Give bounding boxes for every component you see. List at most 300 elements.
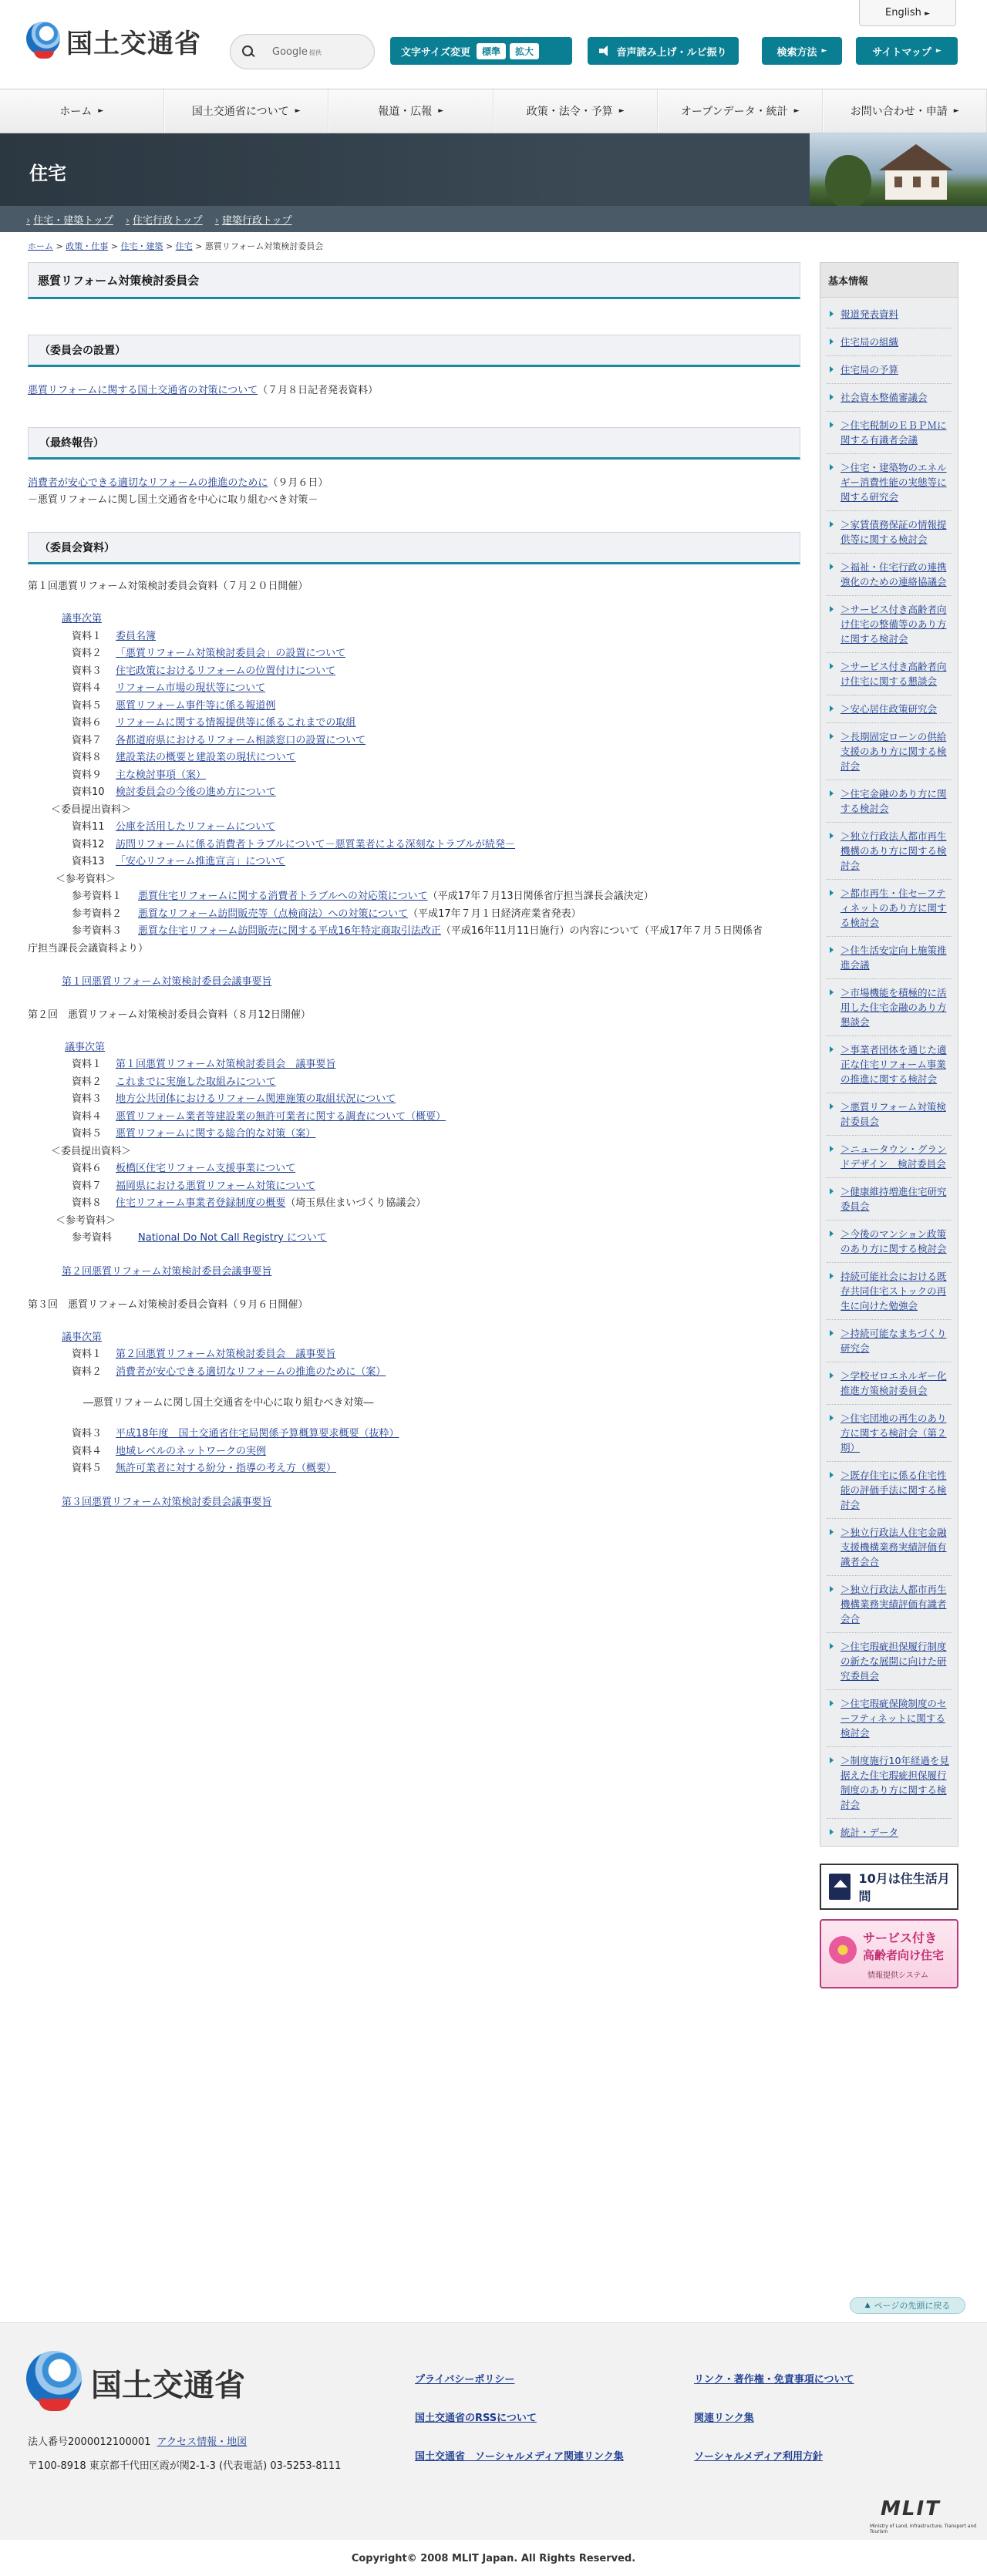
sidebar-item-label: 持続可能社会における既存共同住宅ストックの再生に向けた勉強会 <box>840 1271 947 1312</box>
sidebar-item[interactable] <box>827 1221 952 1263</box>
sidebar-item[interactable] <box>827 723 952 780</box>
fontsize-standard-button[interactable]: 標準 <box>477 43 506 59</box>
meeting2-items2 <box>28 1160 800 1213</box>
sidebar-item-label: ＞住宅団地の再生のあり方に関する検討会（第２期） <box>840 1413 947 1453</box>
group-label <box>51 802 800 820</box>
item-label: 資料３ <box>72 1093 103 1105</box>
item-label: 資料１ <box>72 630 103 642</box>
list-item <box>62 1329 800 1347</box>
footer-address: 〒100-8918 東京都千代田区霞が関2-1-3 (代表電話) 03-5253-8111 <box>28 2460 342 2472</box>
sidebar-item[interactable] <box>827 384 952 412</box>
item-label: 資料２ <box>72 1365 103 1378</box>
sidebar-item[interactable] <box>827 1747 952 1819</box>
item-label: 資料９ <box>72 769 103 781</box>
subnav-building-admin-top[interactable] <box>215 212 292 227</box>
sidebar-item-label: ＞悪質リフォーム対策検討委員会 <box>840 1101 946 1127</box>
list-item <box>72 749 800 767</box>
sidebar-item[interactable] <box>827 412 952 454</box>
sidebar-item-label: 住宅局の組織 <box>840 336 899 348</box>
speaker-icon <box>599 45 610 56</box>
footer-logo[interactable] <box>26 2351 245 2414</box>
header <box>0 0 987 89</box>
sidebar-item-label: ＞サービス付き高齢者向け住宅に関する懇談会 <box>840 661 947 687</box>
item-link[interactable]: 各都道府県におけるリフォーム相談窓口の設置について <box>116 734 366 746</box>
meeting3-title: 第３回 悪質リフォーム対策検討委員会資料（９月６日開催） <box>28 1298 308 1311</box>
sidebar-item-label: ＞長期固定ローンの供給支援のあり方に関する検討会 <box>840 731 947 772</box>
sidebar-item-label: ＞事業者団体を通じた適正な住宅リフォーム事業の推進に関する検討会 <box>840 1044 947 1085</box>
sidebar-item-label: ＞住宅税制のＥＢＰＭに関する有識者会議 <box>840 419 947 446</box>
related-links-link[interactable]: 関連リンク集 <box>694 2413 754 2424</box>
meeting1-list <box>28 611 800 802</box>
meeting1-ref-list <box>28 888 800 941</box>
group-label-text: ＜委員提出資料＞ <box>51 1145 132 1157</box>
back-to-top-label: ページの先頭に戻る <box>874 2301 951 2311</box>
sidebar-item[interactable] <box>827 1462 952 1519</box>
english-label: English <box>884 7 921 19</box>
item-label: 資料８ <box>72 752 103 763</box>
group-label <box>56 1213 800 1231</box>
list-item <box>72 854 800 871</box>
setup-line <box>28 382 800 399</box>
arrow-up-icon: ▲ <box>864 2302 871 2309</box>
list-item <box>72 1364 800 1382</box>
privacy-policy-link[interactable]: プライバシーポリシー <box>415 2374 515 2386</box>
section-heading-setup: （委員会の設置） <box>28 335 800 367</box>
sidebar-item[interactable] <box>827 823 952 880</box>
list-item <box>72 628 800 646</box>
sidebar-item-label: ＞住生活安定向上施策推進会議 <box>840 945 947 971</box>
meeting3-list <box>28 1329 800 1347</box>
sidebar-item[interactable] <box>827 1405 952 1462</box>
final-report-line <box>28 475 800 492</box>
flower-icon <box>829 1936 857 1964</box>
list-item <box>72 715 800 732</box>
gnav-press[interactable] <box>328 89 494 133</box>
chevron-right-icon: › <box>125 214 130 227</box>
list-item <box>72 923 800 941</box>
sidebar-item-label: ＞学校ゼロエネルギー化推進方策検討委員会 <box>840 1370 947 1396</box>
sidebar-item[interactable] <box>827 937 952 979</box>
item-link[interactable]: 検討委員会の今後の進め方について <box>116 786 276 798</box>
list-item <box>72 1056 800 1074</box>
breadcrumb-housing[interactable]: 住宅 <box>175 241 193 251</box>
mlit-logo[interactable] <box>26 22 201 60</box>
list-item <box>72 680 800 698</box>
meeting2-agenda-link[interactable]: 議事次第 <box>65 1041 106 1053</box>
search-placeholder: Google <box>272 45 308 58</box>
list-item <box>72 1460 800 1478</box>
item-label: 資料１ <box>72 1349 103 1360</box>
arrow-right-icon: ► <box>793 107 800 115</box>
list-item <box>72 645 800 663</box>
social-media-links-link[interactable]: 国土交通省 ソーシャルメディア関連リンク集 <box>415 2451 624 2463</box>
item-label: 資料５ <box>72 1128 103 1140</box>
global-nav <box>0 89 987 133</box>
search-provided: 提供 <box>308 49 322 56</box>
item-link[interactable]: 住宅政策におけるリフォームの位置付けについて <box>116 665 336 677</box>
sidebar-item[interactable] <box>827 1036 952 1093</box>
list-item <box>72 1091 800 1109</box>
list-item <box>72 1160 800 1178</box>
item-label: 資料４ <box>72 682 103 694</box>
meeting3-agenda-link[interactable]: 議事次第 <box>62 1331 103 1343</box>
item-link[interactable]: 悪質リフォーム業者等建設業の無許可業者に関する調査について（概要） <box>116 1110 446 1123</box>
sidebar-item-label: ＞住宅瑕疵保険制度のセーフティネットに関する検討会 <box>840 1698 947 1739</box>
arrow-right-icon: ► <box>438 107 444 115</box>
mlit-logo-subtitle: Ministry of Land, Infrastructure, Transport and Tourism <box>870 2524 977 2534</box>
house-icon <box>829 1874 851 1900</box>
meeting2-list <box>28 1039 800 1057</box>
sidebar-item-label: 統計・データ <box>840 1827 899 1838</box>
item-link[interactable]: 「安心リフォーム推進宣言」について <box>116 856 286 867</box>
fontsize-label: 文字サイズ変更 <box>401 46 470 59</box>
meeting2-references <box>28 1213 800 1248</box>
item-label: 資料10 <box>72 786 105 798</box>
breadcrumb-housing-building[interactable]: 住宅・建築 <box>120 241 163 251</box>
sidebar-item[interactable] <box>827 301 952 328</box>
logo-text: 国土交通省 <box>66 28 201 59</box>
item-label: 資料４ <box>72 1110 103 1123</box>
setup-note: （７月８日記者発表資料） <box>258 385 379 396</box>
list-item <box>72 732 800 750</box>
item-label: 参考資料１ <box>72 891 123 902</box>
item-link[interactable]: 消費者が安心できる適切なリフォームの推進のために（案） <box>116 1365 386 1378</box>
social-media-policy-link[interactable]: ソーシャルメディア利用方針 <box>694 2451 824 2463</box>
section-heading-final-report: （最終報告） <box>28 427 800 460</box>
access-link[interactable]: アクセス情報・地図 <box>157 2436 248 2448</box>
item-link[interactable]: 平成18年度 国土交通省住宅局関係予算概算要求概要（抜粋） <box>116 1428 399 1440</box>
list-item <box>72 1426 800 1443</box>
sidebar-item[interactable] <box>827 1263 952 1320</box>
item-label: 参考資料２ <box>72 907 123 920</box>
arrow-right-icon: ► <box>953 107 959 115</box>
item-note: （平成16年11月11日施行）の内容について（平成17年７月５日関係省 <box>440 925 763 937</box>
main-content <box>28 262 800 1511</box>
section-heading-materials: （委員会資料） <box>28 532 800 564</box>
corp-no-text: 法人番号2000012100001 <box>28 2436 151 2448</box>
banner1-text: 10月は住生活月間 <box>858 1871 950 1904</box>
final-report-link[interactable]: 消費者が安心できる適切なリフォームの推進のために <box>28 477 268 489</box>
list-item <box>72 819 800 837</box>
item-link[interactable]: 第２回悪質リフォーム対策検討委員会 議事要旨 <box>116 1349 336 1360</box>
meeting3-minutes-line <box>28 1494 800 1511</box>
chevron-right-icon: › <box>26 214 31 227</box>
gnav-label: お問い合わせ・申請 <box>850 106 948 118</box>
sidebar-item-label: ＞制度施行10年経過を見据えた住宅瑕疵担保履行制度のあり方に関する検討会 <box>840 1755 949 1810</box>
item-link[interactable]: 悪質なリフォーム訪問販売等（点検商法）への対策について <box>138 907 409 920</box>
item-link[interactable]: 悪質リフォーム事件等に係る報道例 <box>116 699 276 712</box>
list-item <box>72 1346 800 1364</box>
item-label: 参考資料 <box>72 1232 113 1244</box>
gnav-contact[interactable] <box>823 89 987 133</box>
gnav-label: 国土交通省について <box>191 106 289 118</box>
item-link[interactable]: リフォームに関する情報提供等に係るこれまでの取組 <box>116 717 356 729</box>
arrow-right-icon: ► <box>295 107 301 115</box>
gnav-label: ホーム <box>59 106 93 118</box>
list-item <box>62 611 800 628</box>
item-note: （平成17年７月13日関係省庁担当課長会議決定） <box>427 891 654 902</box>
copyright-link[interactable]: リンク・著作権・免責事項について <box>694 2374 854 2386</box>
sidebar-item-label: ＞独立行政法人住宅金融支援機構業務実績評価有識者会合 <box>840 1527 947 1567</box>
sidebar-item-label: ＞都市再生・住セーフティネットのあり方に関する検討会 <box>840 887 947 928</box>
sidebar <box>820 262 958 1988</box>
sidebar-item[interactable] <box>827 979 952 1036</box>
list-item <box>72 837 800 854</box>
sidebar-item-label: ＞既存住宅に係る住宅性能の評価手法に関する検討会 <box>840 1470 947 1510</box>
footer-logo-text: 国土交通省 <box>91 2366 245 2403</box>
search-icon <box>241 45 255 59</box>
item-link[interactable]: 悪質リフォームに関する総合的な対策（案） <box>116 1128 316 1140</box>
meeting3-sub: ―悪質リフォームに関し国土交通省を中心に取り組むべき対策― <box>83 1397 374 1409</box>
item-link[interactable]: これまでに実施した取組みについて <box>116 1076 276 1088</box>
item-label: 資料８ <box>72 1197 103 1209</box>
sidebar-item[interactable] <box>827 356 952 384</box>
item-label: 資料３ <box>72 1428 103 1440</box>
sidebar-item-label: ＞住宅・建築物のエネルギー消費性能の実態等に関する研究会 <box>840 462 947 503</box>
sidebar-item-label: ＞持続可能なまちづくり研究会 <box>840 1328 947 1354</box>
group-label-text: ＜参考資料＞ <box>56 873 116 885</box>
sidebar-item-label: ＞独立行政法人都市再生機構業務実績評価有識者会合 <box>840 1584 947 1625</box>
gnav-label: オープンデータ・統計 <box>680 106 788 118</box>
arrow-right-icon: ► <box>925 10 930 18</box>
group-label <box>56 871 800 889</box>
item-note: （平成17年７月１日経済産業省発表） <box>408 907 581 920</box>
meeting1-agenda-link[interactable]: 議事次第 <box>62 613 103 625</box>
item-link[interactable]: 「悪質リフォーム対策検討委員会」の設置について <box>116 648 346 659</box>
section-banner <box>0 133 987 206</box>
final-report-note: （９月６日） <box>268 477 328 489</box>
back-to-top-button[interactable] <box>850 2297 965 2314</box>
corporate-number <box>28 2433 247 2448</box>
group-label-text: ＜参考資料＞ <box>56 1214 116 1227</box>
meeting2-member-materials <box>28 1143 800 1161</box>
footer <box>0 2322 987 2576</box>
search-method-label: 検索方法 <box>776 46 817 59</box>
meeting1-minutes-link[interactable]: 第１回悪質リフォーム対策検討委員会議事要旨 <box>62 975 272 988</box>
sidebar-item[interactable] <box>827 454 952 511</box>
item-link[interactable]: 悪質住宅リフォームに関する消費者トラブルへの対応策について <box>138 891 428 902</box>
item-label: 資料６ <box>72 1163 103 1174</box>
group-label <box>51 1143 800 1161</box>
sitemap-button[interactable] <box>856 37 958 65</box>
item-label: 資料４ <box>72 1445 103 1457</box>
sidebar-item-label: 住宅局の予算 <box>840 364 899 375</box>
list-item <box>72 1126 800 1143</box>
arrow-right-icon: ► <box>98 107 104 115</box>
sidebar-item[interactable] <box>827 1690 952 1747</box>
search-box[interactable] <box>230 34 375 69</box>
meeting1-references <box>28 871 800 889</box>
meeting1-title: 第１回悪質リフォーム対策検討委員会資料（７月２０日開催） <box>28 581 308 592</box>
item-label: 資料１ <box>72 1059 103 1070</box>
sidebar-item[interactable] <box>827 596 952 653</box>
voice-label: 音声読み上げ・ルビ振り <box>616 46 727 59</box>
breadcrumb-current: 悪質リフォーム対策検討委員会 <box>204 241 324 251</box>
gnav-label: 報道・広報 <box>378 106 433 118</box>
breadcrumb-home[interactable]: ホーム <box>28 241 53 251</box>
list-item <box>72 1195 800 1213</box>
sidebar-item-label: ＞安心居住政策研究会 <box>840 703 938 715</box>
rss-link[interactable]: 国土交通省のRSSについて <box>415 2413 537 2424</box>
item-label: 資料11 <box>72 821 105 833</box>
sidebar-item-label: ＞サービス付き高齢者向け住宅の整備等のあり方に関する検討会 <box>840 604 947 645</box>
sidebar-item[interactable] <box>827 328 952 356</box>
item-link[interactable]: 福岡県における悪質リフォーム対策について <box>116 1180 316 1192</box>
item-label: 資料３ <box>72 665 103 677</box>
gnav-about[interactable] <box>164 89 329 133</box>
meeting1-minutes-line <box>28 974 800 991</box>
breadcrumb: ホーム > 政策・仕事 > 住宅・建築 > 住宅 > 悪質リフォーム対策検討委員会 <box>28 241 324 251</box>
sidebar-item-label: 社会資本整備審議会 <box>840 392 928 403</box>
arrow-right-icon: ► <box>935 47 942 55</box>
search-input[interactable] <box>272 46 322 58</box>
sidebar-title: 基本情報 <box>820 262 958 298</box>
item-link[interactable]: National Do Not Call Registry について <box>138 1232 327 1244</box>
list-item <box>72 1443 800 1461</box>
item-label: 資料５ <box>72 699 103 712</box>
item-link[interactable]: 地域レベルのネットワークの実例 <box>116 1445 267 1457</box>
item-link[interactable]: 住宅リフォーム事業者登録制度の概要 <box>116 1197 286 1209</box>
setup-link[interactable]: 悪質リフォームに関する国土交通省の対策について <box>28 385 258 396</box>
mlit-logo-icon <box>26 22 60 60</box>
item-note: （埼玉県住まいづくり協議会） <box>285 1197 426 1209</box>
item-link[interactable]: 地方公共団体におけるリフォーム関連施策の取組状況について <box>116 1093 396 1105</box>
gnav-opendata[interactable] <box>658 89 823 133</box>
english-link[interactable] <box>859 0 956 26</box>
meeting2-title: 第２回 悪質リフォーム対策検討委員会資料（８月12日開催） <box>28 1009 311 1021</box>
item-link[interactable]: 第１回悪質リフォーム対策検討委員会 議事要旨 <box>116 1059 336 1070</box>
sidebar-item-label: ＞福祉・住宅行政の連携強化のための連絡協議会 <box>840 561 947 588</box>
item-label: 資料５ <box>72 1463 103 1474</box>
meeting2-minutes-link[interactable]: 第２回悪質リフォーム対策検討委員会議事要旨 <box>62 1265 272 1278</box>
sidebar-item[interactable] <box>827 1633 952 1690</box>
list-item <box>72 698 800 716</box>
item-label: 資料７ <box>72 1180 103 1192</box>
chevron-right-icon: › <box>214 214 219 227</box>
meeting2-minutes-line <box>28 1264 800 1281</box>
item-link[interactable]: 悪質な住宅リフォーム訪問販売に関する平成16年特定商取引法改正 <box>138 925 441 937</box>
meeting3-items2 <box>28 1426 800 1478</box>
sidebar-item-label: ＞独立行政法人都市再生機構のあり方に関する検討会 <box>840 830 947 871</box>
mlit-logo-mark: MLIT <box>881 2497 941 2520</box>
sidebar-item-label: ＞ニュータウン・グランドデザイン 検討委員会 <box>840 1143 947 1170</box>
sidebar-item-label: 報道発表資料 <box>840 308 899 320</box>
list-item <box>56 1230 800 1248</box>
sidebar-item[interactable] <box>827 1819 952 1846</box>
banner2-line1: サービス付き <box>863 1931 938 1945</box>
sidebar-item[interactable] <box>827 1362 952 1405</box>
sidebar-item[interactable] <box>827 554 952 596</box>
meeting3-items <box>28 1346 800 1381</box>
item-link[interactable]: 建設業法の概要と建設業の現状について <box>116 752 296 763</box>
meeting1-ref-cont: 庁担当課長会議資料より） <box>28 942 149 955</box>
fontsize-control <box>390 37 572 65</box>
arrow-right-icon: ► <box>618 107 625 115</box>
sidebar-item[interactable] <box>827 653 952 695</box>
meeting3-minutes-link[interactable]: 第３回悪質リフォーム対策検討委員会議事要旨 <box>62 1496 272 1508</box>
list-item <box>72 663 800 681</box>
house-image <box>810 133 987 206</box>
meeting1-list2 <box>28 819 800 871</box>
sidebar-item[interactable] <box>827 1136 952 1178</box>
sidebar-item[interactable] <box>827 1320 952 1362</box>
elderly-housing-banner[interactable] <box>820 1919 958 1988</box>
item-link[interactable]: 公庫を活用したリフォームについて <box>116 821 276 833</box>
list-item <box>72 784 800 802</box>
item-link[interactable]: 主な検討事項（案） <box>116 769 207 781</box>
voice-reading-button[interactable] <box>588 37 739 65</box>
item-label: 資料６ <box>72 717 103 729</box>
subnav-label: 建築行政トップ <box>221 214 292 227</box>
sidebar-item[interactable] <box>827 695 952 723</box>
mlit-logo-icon <box>26 2351 82 2414</box>
search-method-button[interactable] <box>762 37 842 65</box>
gnav-policy[interactable] <box>494 89 659 133</box>
sidebar-item[interactable] <box>827 880 952 937</box>
list-item <box>72 767 800 785</box>
sidebar-item[interactable] <box>827 1519 952 1576</box>
item-link[interactable]: 訪問リフォームに係る消費者トラブルについて－悪質業者による深刻なトラブルが続発－ <box>116 838 516 850</box>
gnav-home[interactable] <box>0 89 164 133</box>
sidebar-item-label: ＞住宅瑕疵担保履行制度の新たな展開に向けた研究委員会 <box>840 1641 947 1682</box>
item-link[interactable]: 板橋区住宅リフォーム支援事業について <box>116 1163 296 1174</box>
item-label: 資料２ <box>72 648 103 659</box>
banner-title: 住宅 <box>29 163 66 184</box>
subnav-housing-admin-top[interactable] <box>126 212 203 227</box>
subnav-label: 住宅・建築トップ <box>33 214 113 227</box>
group-label-text: ＜委員提出資料＞ <box>51 803 132 816</box>
subnav-housing-top[interactable] <box>26 212 113 227</box>
item-link[interactable]: 委員名簿 <box>116 630 157 642</box>
copyright: Copyright© 2008 MLIT Japan. All Rights Reserved. <box>0 2540 987 2576</box>
list-item <box>72 1074 800 1092</box>
housing-month-banner[interactable] <box>820 1864 958 1910</box>
sidebar-item-label: ＞家賃債務保証の情報提供等に関する検討会 <box>840 519 947 545</box>
final-report-sub: －悪質リフォームに関し国土交通省を中心に取り組むべき対策－ <box>28 494 318 506</box>
sidebar-item[interactable] <box>827 1093 952 1136</box>
meeting2-items <box>28 1056 800 1143</box>
list-item <box>72 1109 800 1126</box>
sidebar-item[interactable] <box>827 780 952 823</box>
sidebar-item-label: ＞健康維持増進住宅研究委員会 <box>840 1186 947 1212</box>
sitemap-label: サイトマップ <box>872 46 931 59</box>
list-item <box>72 888 800 906</box>
sidebar-item-label: ＞住宅金融のあり方に関する検討会 <box>840 788 947 814</box>
fontsize-large-button[interactable]: 拡大 <box>510 43 539 59</box>
banner2-line2: 高齢者向け住宅 <box>863 1948 945 1962</box>
item-label: 参考資料３ <box>72 925 123 937</box>
list-item <box>65 1039 800 1057</box>
item-link[interactable]: リフォーム市場の現状等について <box>116 682 266 694</box>
sidebar-item[interactable] <box>827 1178 952 1221</box>
item-label: 資料12 <box>72 838 105 850</box>
sidebar-list <box>820 298 958 1847</box>
breadcrumb-policy[interactable]: 政策・仕事 <box>66 241 109 251</box>
item-label: 資料７ <box>72 734 103 746</box>
sub-nav <box>0 206 987 232</box>
banner2-line3: 情報提供システム <box>867 1972 928 1980</box>
item-label: 資料２ <box>72 1076 103 1088</box>
sidebar-item-label: ＞市場機能を積極的に活用した住宅金融のあり方懇談会 <box>840 987 947 1028</box>
item-label: 資料13 <box>72 856 105 867</box>
subnav-label: 住宅行政トップ <box>133 214 203 227</box>
arrow-right-icon: ► <box>821 47 827 55</box>
gnav-label: 政策・法令・予算 <box>526 106 613 118</box>
item-link[interactable]: 無許可業者に対する紛分・指導の考え方（概要） <box>116 1463 337 1474</box>
sidebar-item[interactable] <box>827 511 952 554</box>
sidebar-item[interactable] <box>827 1576 952 1633</box>
sidebar-item-label: ＞今後のマンション政策のあり方に関する検討会 <box>840 1228 947 1254</box>
